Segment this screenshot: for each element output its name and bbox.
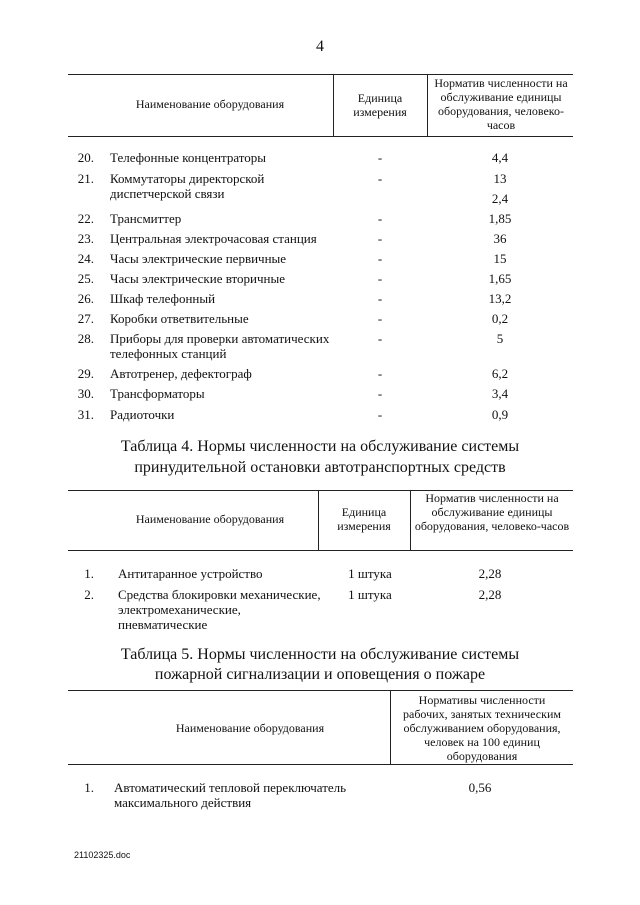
row-number: 1. <box>84 780 94 795</box>
header-norm: Нормативы численности рабочих, занятых техническим обслуживанием оборудования, человек на 100 единиц оборудования <box>403 693 561 763</box>
row-unit: - <box>377 407 383 422</box>
row-number: 24. <box>77 251 94 266</box>
header-norm: Норматив численности на обслуживание единицы оборудования, человеко-часов <box>414 491 570 533</box>
row-name: Приборы для проверки автоматических телефонных станций <box>110 331 330 361</box>
row-value: 1,85 <box>488 211 512 226</box>
row-name: Автоматический тепловой переключатель максимального действия <box>114 780 347 810</box>
row-value: 0,9 <box>491 407 509 422</box>
row-unit: 1 штука <box>348 587 392 602</box>
row-number: 21. <box>77 171 94 186</box>
row-name: Автотренер, дефектограф <box>110 366 252 381</box>
header-name: Наименование оборудования <box>175 721 325 735</box>
row-number: 29. <box>77 366 94 381</box>
row-name: Коробки ответвительные <box>110 311 249 326</box>
table-title-line2: пожарной сигнализации и оповещения о пожаре <box>154 666 486 683</box>
row-value: 1,65 <box>488 271 512 286</box>
row-value: 15 <box>493 251 507 266</box>
header-norm: Норматив численности на обслуживание единицы оборудования, человеко-часов <box>434 76 568 132</box>
row-unit: - <box>377 271 383 286</box>
row-value: 2,28 <box>478 587 502 602</box>
row-value: 36 <box>493 231 507 246</box>
row-value: 2,28 <box>478 566 502 581</box>
row-name: Трансформаторы <box>110 386 205 401</box>
row-name: Коммутаторы директорской диспетчерской связи <box>110 171 265 201</box>
row-value: 4,4 <box>491 150 509 165</box>
row-unit: - <box>377 150 383 165</box>
row-value: 5 <box>496 331 504 346</box>
table-title-line1: Таблица 4. Нормы численности на обслуживание системы <box>120 438 520 455</box>
row-number: 25. <box>77 271 94 286</box>
row-value: 13 <box>493 171 507 186</box>
row-number: 2. <box>84 587 94 602</box>
row-name: Часы электрические вторичные <box>110 271 285 286</box>
row-name: Трансмиттер <box>110 211 182 226</box>
table-header-border <box>68 550 573 551</box>
row-unit: - <box>377 171 383 186</box>
row-name: Радиоточки <box>110 407 175 422</box>
row-name: Средства блокировки механические, электромеханические, пневматические <box>118 587 321 632</box>
header-unit: Единица измерения <box>337 505 391 533</box>
table-border-top <box>68 690 573 691</box>
table-border-top <box>68 74 573 75</box>
row-number: 31. <box>77 407 94 422</box>
row-unit: - <box>377 231 383 246</box>
row-value: 0,2 <box>491 311 509 326</box>
row-name: Антитаранное устройство <box>118 566 263 581</box>
row-unit: - <box>377 386 383 401</box>
row-unit: - <box>377 331 383 346</box>
row-unit: - <box>377 211 383 226</box>
row-name: Часы электрические первичные <box>110 251 287 266</box>
column-divider <box>333 74 334 136</box>
row-number: 22. <box>77 211 94 226</box>
row-value: 3,4 <box>491 386 509 401</box>
row-value: 0,56 <box>468 780 492 795</box>
row-number: 28. <box>77 331 94 346</box>
table-header-border <box>68 136 573 137</box>
header-name: Наименование оборудования <box>135 512 285 526</box>
row-unit: - <box>377 291 383 306</box>
header-name: Наименование оборудования <box>135 97 285 111</box>
row-value: 13,2 <box>488 291 512 306</box>
table-title-line1: Таблица 5. Нормы численности на обслуживание системы <box>120 646 520 663</box>
row-value-secondary: 2,4 <box>491 191 509 206</box>
row-number: 26. <box>77 291 94 306</box>
row-number: 27. <box>77 311 94 326</box>
row-value: 6,2 <box>491 366 509 381</box>
header-unit: Единица измерения <box>353 91 407 119</box>
column-divider <box>410 490 411 550</box>
row-unit: 1 штука <box>348 566 392 581</box>
row-name: Центральная электрочасовая станция <box>110 231 317 246</box>
row-unit: - <box>377 251 383 266</box>
column-divider <box>390 690 391 764</box>
column-divider <box>318 490 319 550</box>
row-unit: - <box>377 366 383 381</box>
row-number: 23. <box>77 231 94 246</box>
row-name: Шкаф телефонный <box>110 291 216 306</box>
page-number: 4 <box>316 38 324 55</box>
row-number: 20. <box>77 150 94 165</box>
table-header-border <box>68 764 573 765</box>
column-divider <box>427 74 428 136</box>
table-title-line2: принудительной остановки автотранспортных средств <box>134 459 506 476</box>
row-number: 1. <box>84 566 94 581</box>
row-name: Телефонные концентраторы <box>110 150 267 165</box>
row-unit: - <box>377 311 383 326</box>
document-filename: 21102325.doc <box>74 850 131 860</box>
row-number: 30. <box>77 386 94 401</box>
